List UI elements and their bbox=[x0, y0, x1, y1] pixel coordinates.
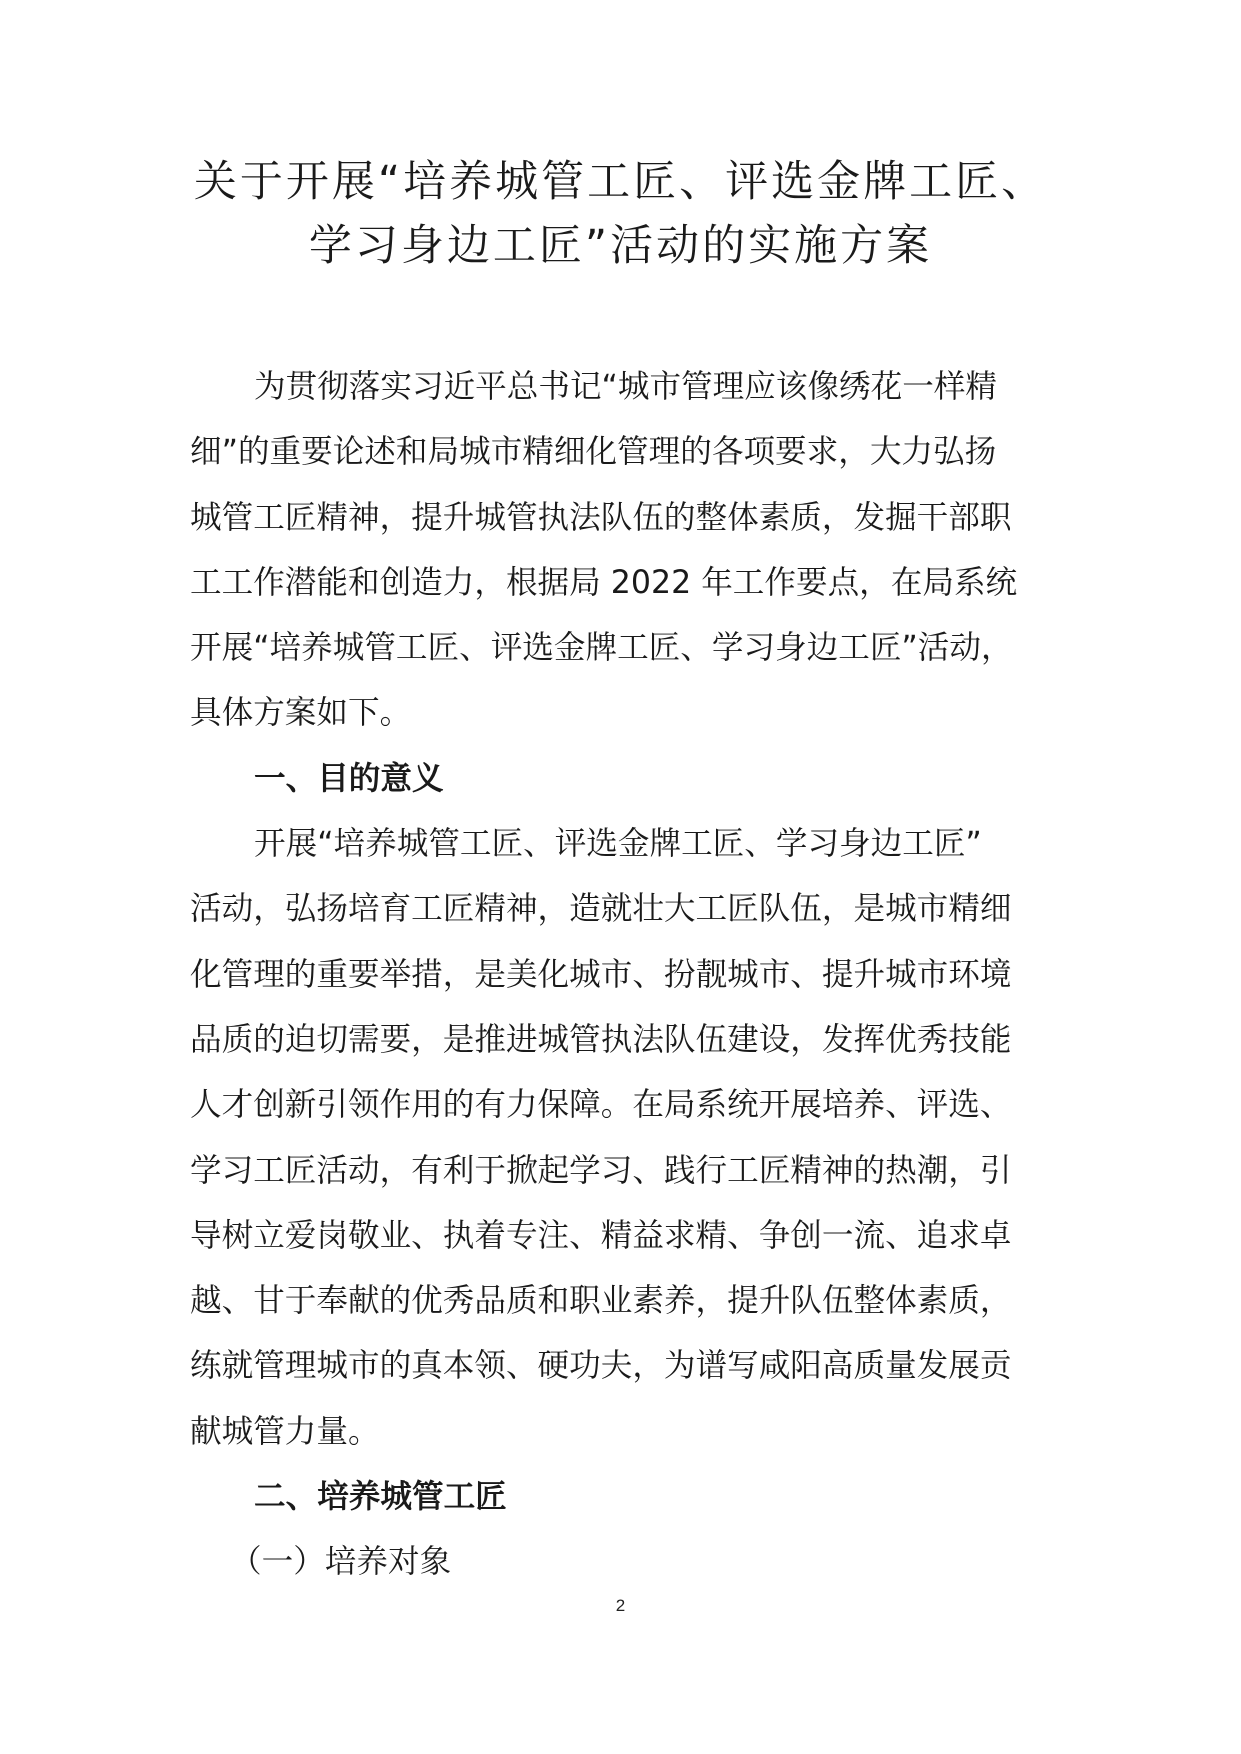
section-1-line: 人才创新引领作用的有力保障。在局系统开展培养、评选、 bbox=[190, 1087, 1012, 1124]
section-1-line: 活动，弘扬培育工匠精神，造就壮大工匠队伍，是城市精细 bbox=[190, 891, 1012, 928]
title-line-2: 学习身边工匠”活动的实施方案 bbox=[308, 221, 933, 271]
intro-line: 细”的重要论述和局城市精细化管理的各项要求，大力弘扬 bbox=[190, 434, 997, 471]
section-1-line: 导树立爱岗敬业、执着专注、精益求精、争创一流、追求卓 bbox=[190, 1217, 1012, 1254]
section-2-subheading: （一）培养对象 bbox=[230, 1544, 452, 1581]
intro-line: 城管工匠精神，提升城管执法队伍的整体素质，发掘干部职 bbox=[190, 499, 1012, 536]
section-1-line: 献城管力量。 bbox=[190, 1413, 380, 1450]
intro-line: 开展“培养城管工匠、评选金牌工匠、学习身边工匠”活动， bbox=[190, 630, 1013, 667]
intro-line: 工工作潜能和创造力，根据局 2022 年工作要点，在局系统 bbox=[190, 564, 1018, 601]
document-body bbox=[190, 355, 1050, 1596]
section-2-heading: 二、培养城管工匠 bbox=[254, 1479, 507, 1516]
section-1-line: 练就管理城市的真本领、硬功夫，为谱写咸阳高质量发展贡 bbox=[190, 1348, 1012, 1385]
section-1-line: 学习工匠活动，有利于掀起学习、践行工匠精神的热潮，引 bbox=[190, 1152, 1012, 1189]
intro-line: 具体方案如下。 bbox=[190, 695, 412, 732]
document-title bbox=[160, 150, 1081, 278]
section-1-heading: 一、目的意义 bbox=[254, 760, 444, 797]
section-1-line: 品质的迫切需要，是推进城管执法队伍建设，发挥优秀技能 bbox=[190, 1021, 1012, 1058]
page-number: 2 bbox=[615, 1596, 626, 1615]
section-1-line: 化管理的重要举措，是美化城市、扮靓城市、提升城市环境 bbox=[190, 956, 1012, 993]
section-1-line: 越、甘于奉献的优秀品质和职业素养，提升队伍整体素质， bbox=[190, 1283, 1012, 1320]
intro-line: 为贯彻落实习近平总书记“城市管理应该像绣花一样精 bbox=[254, 369, 998, 405]
section-1-line: 开展“培养城管工匠、评选金牌工匠、学习身边工匠” bbox=[254, 826, 982, 863]
title-line-1: 关于开展“培养城管工匠、评选金牌工匠、 bbox=[193, 157, 1048, 207]
